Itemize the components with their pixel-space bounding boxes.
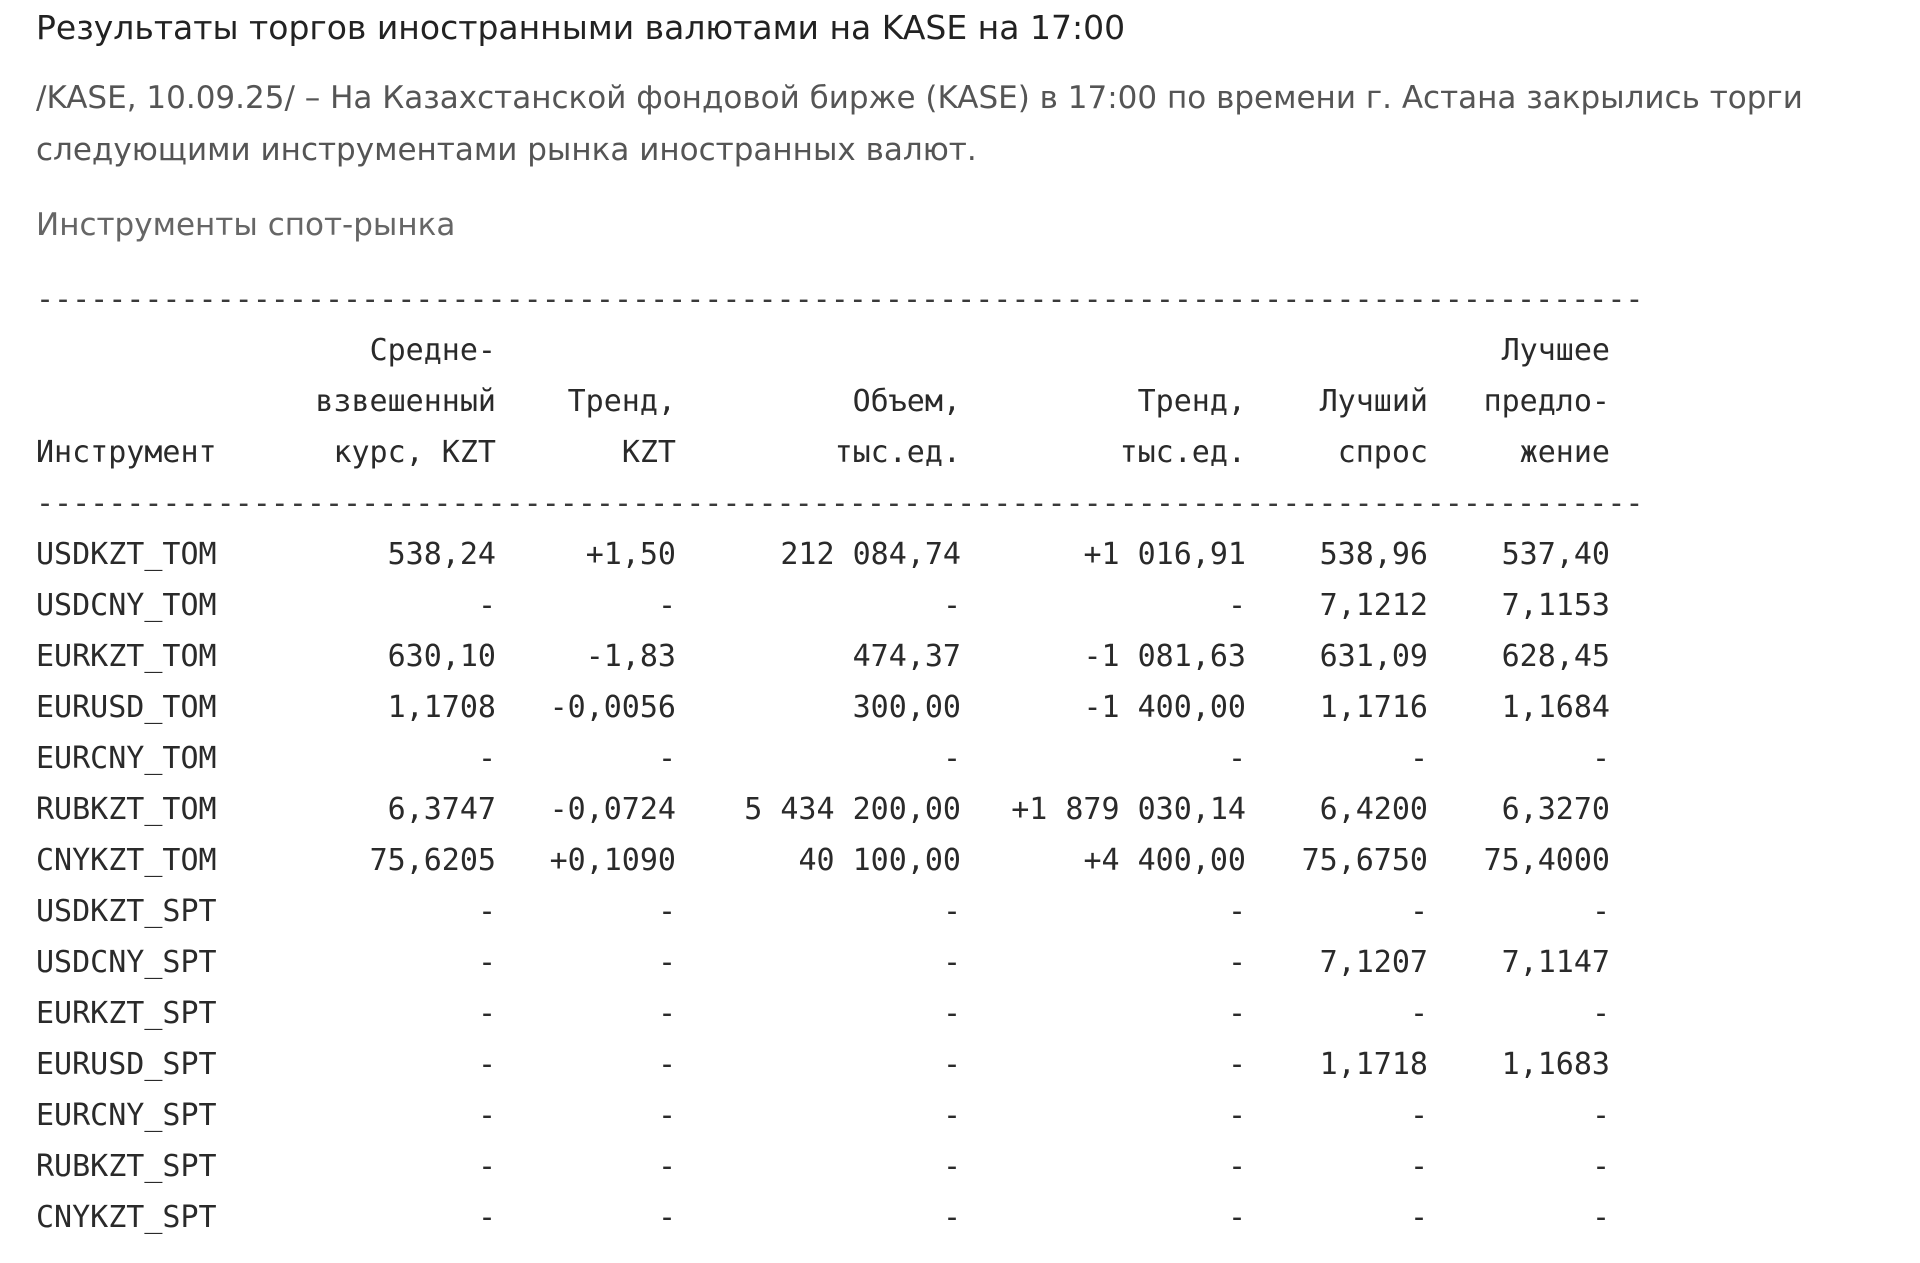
- table-row-cell: 538,24: [387, 537, 496, 572]
- table-row-cell: -: [942, 1047, 961, 1082]
- table-header: [36, 325, 1643, 478]
- table-row-cell: EURCNY_TOM: [36, 741, 217, 776]
- table-row-cell: 212 084,74: [780, 537, 961, 572]
- table-row-cell: -: [477, 996, 496, 1031]
- table-row-cell: -: [1409, 996, 1428, 1031]
- table-row-cell: -: [942, 741, 961, 776]
- header-cell: [36, 376, 256, 427]
- table-row-cell: -: [1227, 1200, 1246, 1235]
- table-row-cell: 6,4200: [1319, 792, 1428, 827]
- table-row-cell: +1 016,91: [1083, 537, 1246, 572]
- header-cell: тыс.ед.: [834, 435, 961, 470]
- header-cell: Лучший: [1319, 384, 1428, 419]
- table-row-cell: RUBKZT_SPT: [36, 1149, 217, 1184]
- table-row-cell: -: [1591, 1098, 1610, 1133]
- header-cell: жение: [1519, 435, 1610, 470]
- table-row-cell: EURCNY_SPT: [36, 1098, 217, 1133]
- table-row-cell: -: [477, 894, 496, 929]
- table-row-cell: -: [657, 741, 676, 776]
- table-row-cell: -: [1409, 1200, 1428, 1235]
- header-cell: [36, 325, 256, 376]
- header-cell: курс, KZT: [333, 435, 496, 470]
- header-cell: спрос: [1337, 435, 1428, 470]
- table-row-cell: -: [1227, 1098, 1246, 1133]
- table-row-cell: -: [657, 588, 676, 623]
- table-row-cell: -: [942, 1200, 961, 1235]
- table-row-cell: -: [1409, 1098, 1428, 1133]
- table-row-cell: -: [477, 945, 496, 980]
- article-lead: /KASE, 10.09.25/ – На Казахстанской фондовой бирже (KASE) в 17:00 по времени г. Астана закрылись торги следующими инструментами рынка иностранных валют.: [36, 80, 1803, 168]
- table-row-cell: -: [1591, 1149, 1610, 1184]
- table-row-cell: -: [477, 1047, 496, 1082]
- table-row-cell: EURUSD_TOM: [36, 690, 217, 725]
- table-row-cell: 75,6750: [1301, 843, 1428, 878]
- table-row-cell: -: [1591, 741, 1610, 776]
- table-row-cell: 40 100,00: [798, 843, 961, 878]
- header-cell: предло-: [1483, 384, 1610, 419]
- header-cell: взвешенный: [315, 384, 496, 419]
- header-cell: Тренд,: [567, 384, 676, 419]
- table-row-cell: -: [1227, 996, 1246, 1031]
- table-row-cell: 1,1683: [1501, 1047, 1610, 1082]
- header-cell: Лучшее: [1501, 333, 1610, 368]
- table-top-rule: -----------------------------------------------------------------------------------------: [36, 282, 1644, 317]
- table-row-cell: +4 400,00: [1083, 843, 1246, 878]
- table-row-cell: -: [1409, 894, 1428, 929]
- table-row-cell: USDKZT_TOM: [36, 537, 217, 572]
- table-row-cell: -: [1227, 588, 1246, 623]
- table-row-cell: -0,0056: [549, 690, 676, 725]
- table-row-cell: EURUSD_SPT: [36, 1047, 217, 1082]
- table-row-cell: 75,6205: [369, 843, 496, 878]
- header-cell: Инструмент: [36, 435, 217, 470]
- table-row-cell: EURKZT_TOM: [36, 639, 217, 674]
- table-header-rule: -----------------------------------------------------------------------------------------: [36, 486, 1644, 521]
- table-row-cell: 300,00: [852, 690, 961, 725]
- fx-results-table: [36, 274, 1643, 1243]
- table-row-cell: -: [942, 1149, 961, 1184]
- table-row-cell: -: [1409, 1149, 1428, 1184]
- header-cell: Средне-: [369, 333, 496, 368]
- table-row-cell: -1 081,63: [1083, 639, 1246, 674]
- table-row-cell: 1,1708: [387, 690, 496, 725]
- header-cell: [676, 325, 961, 376]
- table-row-cell: 628,45: [1501, 639, 1610, 674]
- header-cell: тыс.ед.: [1119, 435, 1246, 470]
- table-row-cell: +1,50: [585, 537, 676, 572]
- table-row-cell: -: [657, 1149, 676, 1184]
- table-row-cell: EURKZT_SPT: [36, 996, 217, 1031]
- header-cell: [961, 325, 1246, 376]
- table-row-cell: -: [1227, 894, 1246, 929]
- table-row-cell: USDKZT_SPT: [36, 894, 217, 929]
- table-row-cell: -: [657, 996, 676, 1031]
- table-row-cell: -: [1227, 945, 1246, 980]
- article-headline: Результаты торгов иностранными валютами на KASE на 17:00: [36, 8, 1126, 47]
- table-row-cell: -: [477, 1149, 496, 1184]
- table-row-cell: +0,1090: [549, 843, 676, 878]
- table-row-cell: -: [1409, 741, 1428, 776]
- table-row-cell: CNYKZT_SPT: [36, 1200, 217, 1235]
- table-row-cell: -: [942, 945, 961, 980]
- header-cell: Объем,: [852, 384, 961, 419]
- table-row-cell: 1,1684: [1501, 690, 1610, 725]
- table-row-cell: CNYKZT_TOM: [36, 843, 217, 878]
- table-row-cell: 630,10: [387, 639, 496, 674]
- table-row-cell: -: [1591, 1200, 1610, 1235]
- table-row-cell: USDCNY_TOM: [36, 588, 217, 623]
- table-row-cell: USDCNY_SPT: [36, 945, 217, 980]
- header-cell: Тренд,: [1137, 384, 1246, 419]
- table-row-cell: -: [657, 1200, 676, 1235]
- table-row-cell: 538,96: [1319, 537, 1428, 572]
- table-row-cell: -: [477, 1200, 496, 1235]
- table-row-cell: 1,1716: [1319, 690, 1428, 725]
- table-row-cell: -: [1227, 1047, 1246, 1082]
- table-row-cell: 75,4000: [1483, 843, 1610, 878]
- table-row-cell: -: [477, 1098, 496, 1133]
- header-cell: KZT: [621, 435, 676, 470]
- table-row-cell: 537,40: [1501, 537, 1610, 572]
- table-row-cell: -1 400,00: [1083, 690, 1246, 725]
- table-row-cell: -: [657, 945, 676, 980]
- table-row-cell: -: [942, 588, 961, 623]
- section-title: Инструменты спот-рынка: [36, 207, 456, 243]
- table-row-cell: -: [942, 1098, 961, 1133]
- table-row-cell: -0,0724: [549, 792, 676, 827]
- table-row-cell: -: [1227, 1149, 1246, 1184]
- header-cell: [496, 325, 676, 376]
- table-row-cell: -: [477, 588, 496, 623]
- table-row-cell: 1,1718: [1319, 1047, 1428, 1082]
- table-row-cell: 474,37: [852, 639, 961, 674]
- header-cell: [1246, 325, 1428, 376]
- table-row-cell: -: [942, 894, 961, 929]
- table-row-cell: -: [657, 894, 676, 929]
- table-row-cell: -: [657, 1098, 676, 1133]
- table-row-cell: 6,3747: [387, 792, 496, 827]
- table-row-cell: -: [1591, 996, 1610, 1031]
- table-row-cell: 6,3270: [1501, 792, 1610, 827]
- table-row-cell: +1 879 030,14: [1011, 792, 1246, 827]
- table-row-cell: 7,1212: [1319, 588, 1428, 623]
- table-row-cell: -: [657, 1047, 676, 1082]
- table-row-cell: -: [477, 741, 496, 776]
- table-row-cell: -1,83: [585, 639, 676, 674]
- table-row-cell: 631,09: [1319, 639, 1428, 674]
- table-row-cell: 5 434 200,00: [744, 792, 961, 827]
- table-row-cell: 7,1147: [1501, 945, 1610, 980]
- table-row-cell: RUBKZT_TOM: [36, 792, 217, 827]
- table-row-cell: -: [1227, 741, 1246, 776]
- table-body: [36, 529, 1643, 1243]
- table-row-cell: 7,1153: [1501, 588, 1610, 623]
- table-row-cell: -: [942, 996, 961, 1031]
- table-row-cell: 7,1207: [1319, 945, 1428, 980]
- table-row-cell: -: [1591, 894, 1610, 929]
